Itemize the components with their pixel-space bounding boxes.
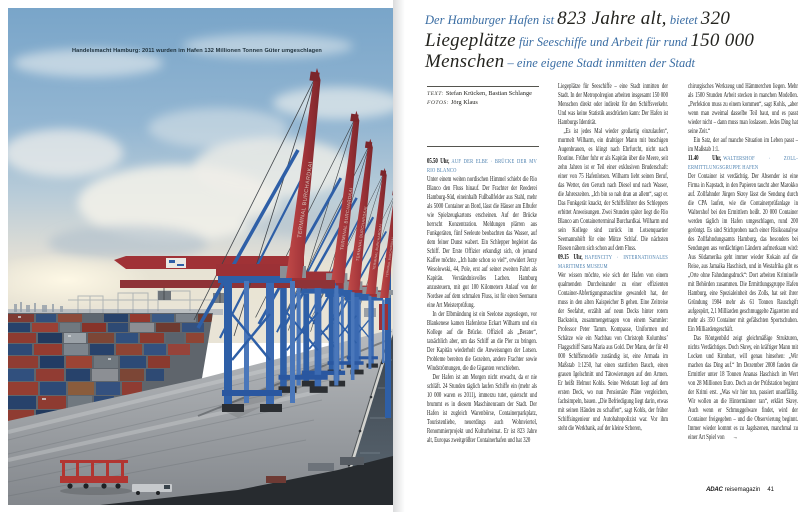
magazine-name: reisemagazin [724, 487, 761, 493]
headline-segment: – eine eigene Stadt inmitten der Stadt [504, 56, 696, 70]
section-location: WALTERSHOF · ZOLL-ERMITTLUNGSGRUPPE HAFEN [688, 155, 798, 171]
left-page-photo [8, 8, 393, 505]
headline-segment: Menschen [425, 51, 505, 72]
section-header-3 [688, 154, 798, 172]
photo-caption: Handelsmacht Hamburg: 2011 wurden im Hafen 132 Millionen Tonnen Güter umgeschlagen [72, 48, 322, 54]
paragraph: Wer wissen möchte, wie sich der Hafen von einem qualmenden Durcheinander zu einer effizienten Container-Abfertigungsmaschine gewandelt hat, der muss in den alten Kaispeicher B gehen. Eine Zeitreise der Seefahrt, erzählt auf neun Decks hinter rotem Backstein, zusammengetragen von einem Sammler: Professor Peter Tamm. Kompasse, Uniformen und Schätze wie ein Nachbau von Christoph Kolumbus’ Flaggschiff Santa Maria aus Gold. Der Mann, der für 40 000 Schiffsmodelle zuständig ist, eine Armada im Maßstab 1:1250, hat einen stattlichen Bauch, einen grauen Igelschnitt und Tätowierungen auf den Armen. Er heißt Helmut Kohls. Seine Werkstatt liegt auf dem ersten Deck, wo nun Pensionäre Pläne vergleichen, fachsimpeln, bauen. „Die Befriedigung liegt darin, etwas mit seinen Händen zu schaffen“, sagt Kohls, der früher Schiffsingenieur und Autobahnpolizist war. Vor ihm steht die Werkbank, auf der kleine Scheren, [558, 271, 668, 432]
paragraph: Liegeplätze für Seeschiffe – eine Stadt inmitten der Stadt. In der Metropolregion arbeiten insgesamt 150 000 Menschen direkt oder indirekt für den Schiffsverkehr. Und was keine Statistik ausdrücken kann: Der Hafen ist Hamburgs Identität. [558, 82, 668, 126]
article-column-3 [688, 82, 798, 507]
headline-segment: 320 [700, 8, 731, 29]
headline-segment: 823 Jahre alt, [557, 8, 667, 29]
paragraph: Das Röntgenbild zeigt gleichmäßige Strukturen, nichts Verdächtiges. Doch Skrey, ein kräftiger Mann mit Locken und Kinnbart, will genau hinsehen: „Wir machen das Ding auf.“ Im Dezember 2008 fanden die Ermittler unter 18 Tonnen Ananas Haschisch im Wert von 28 Millionen Euro. Doch an der Prüfstation beginnt der Krimi erst. „Was wir hier tun, passiert unauffällig. Wir wollen an die Hintermänner ran“, erklärt Skrey. Auch wenn er Schmuggelware findet, wird der Container freigegeben – und die Observierung beginnt. Immer wieder kommt es zu Jagdszenen, manchmal zu einer Art Spiel von [688, 334, 798, 441]
magazine-brand: ADAC [706, 487, 723, 493]
byline [427, 86, 539, 107]
headline-segment: Liegeplätze [425, 29, 516, 51]
article-column-2 [558, 82, 668, 507]
article-column-1 [427, 157, 537, 507]
page-gutter [393, 0, 409, 512]
section-location: HAFENCITY · INTERNATIONALES MARITIMES MUSEUM [558, 254, 668, 270]
headline-line-2 [425, 31, 797, 53]
byline-fotos-label: FOTOS: [427, 99, 449, 106]
paragraph: Der Hafen ist am Morgen nicht erwacht, da er nie schläft. 24 Stunden täglich laufen Schiffe ein (mehr als 10 000 waren es 2011), immerzu tutet, quietscht und brummt es in diesem Maschinenraum der Stadt. Der Hafen ist zugleich Warenbörse, Containerparkplatz, Touristenliebe, neuerdings auch Wohnviertel, Renommierprojekt und Kulturheimat. Er ist 823 Jahre alt, Europas zweitgrößter Containerhafen und hat 320 [427, 373, 537, 444]
section-location: AUF DER ELBE · BRÜCKE DER MV RIO BLANCO [427, 158, 537, 174]
harbor-photo-illustration [8, 8, 393, 505]
paragraph: Der Container ist verdächtig. Der Absender ist eine Firma in Kapstadt, in den Papieren taucht aber Marokko auf. Zollfahnder Jürgen Skrey lässt die Sendung durch die CPA laufen, wie die Containerprüfanlage in Waltershof bei den Ermittlern heißt. 20 000 Container werden täglich im Hafen umgeschlagen, rund 200 geröntgt. Es sind Stichproben nach einer Risikoanalyse des Zollfahndungsamts Hamburg, das besonders bei Sendungen aus verdächtigen Ländern aufmerksam wird: Aus Südamerika geht immer wieder Kokain auf die Reise, aus Jamaika Haschisch, und in Westafrika gibt es „Orte ohne Fahndungsdruck“: Dort arbeiten Kriminelle mit Behörden zusammen. Die Ermittlungsgruppe Hafen Hamburg, eine Spezialeinheit des Zolls, hat seit ihrer Gründung 1984 mehr als 61 Tonnen Rauschgift aufgespürt, 2,1 Milliarden geschmuggelte Zigaretten und mehr als 350 Container mit gefälschten Sportschuhen. Ein Milliardengeschäft. [688, 172, 798, 333]
paragraph-with-continuation [688, 334, 798, 442]
headline-segment: bietet [666, 13, 701, 27]
section-time: 09.15 Uhr, [558, 253, 583, 261]
headline-line-1 [425, 9, 797, 31]
section-header-1 [427, 157, 537, 175]
section-header-2 [558, 253, 668, 271]
section-time: 11.40 Uhr, [688, 154, 722, 162]
paragraph: In der Elbmündung ist ein Seelotse zugestiegen, vor Blankenese kamen Hafenlotse Eckart Wilharm und ein Kollege auf die Brücke. Offiziell als „Berater“, tatsächlich aber, um das Schiff an die Pier zu bringen. Der Kapitän wiederholt die Anweisungen der Lotsen. Probleme bereiten die Gezeiten, andere Frachter sowie Windströmungen, die die Giganten verschieben. [427, 310, 537, 372]
page-footer [0, 487, 774, 493]
paragraph: Ein Satz, der auf manche Situation im Leben passt – im Maßstab 1:1. [688, 136, 798, 153]
column-rule [427, 146, 539, 147]
section-time: 05.50 Uhr, [427, 157, 450, 165]
byline-text-names: Stefan Krücken, Bastian Schlange [445, 90, 532, 97]
paragraph: chirurgisches Werkzeug und Hämmerchen liegen. Mehr als 1500 Stunden Arbeit stecken in manchen Modellen. „Perfektion muss zu einem kommen“, sagt Kohls, „aber wenn man zweimal dasselbe Teil baut, und es passt wieder nicht – dann muss man loslassen. Jedes Ding hat seine Zeit.“ [688, 82, 798, 135]
page-number: 41 [767, 487, 774, 493]
arrow-right-icon: → [732, 433, 738, 441]
byline-text-label: TEXT: [427, 91, 444, 97]
headline-line-3 [425, 52, 797, 74]
headline-segment: 150 000 [690, 29, 755, 51]
paragraph: Unter einem weiten nordischen Himmel schiebt die Rio Blanco den Fluss hinauf. Der Frachter der Reederei Hamburg-Süd, eineinhalb Fußballfelder aus Stahl, mehr als 5000 Container an Bord, lässt die Häuser am Elbufer wie Spielzeugkartons erscheinen. Auf der Brücke herrscht Konzentration. Meldungen plärren aus Funkgeräten, fünf Seeleute beobachten das Wasser, auf dem feiner Dunst wabert. Ein Schlepper begleitet das Schiff. Der Erste Offizier erkundigt sich, ob jemand Kaffee möchte. „Ich hatte schon so viel“, erwidert Jerzy Wesolowski, 44, Pole, erst auf seiner zweiten Fahrt als Kapitän. Verständnisvolles Lachen. Hamburg anzusteuern, mit gut 100 Kilometern Anlauf von der Nordsee auf dem schmalen Fluss, ist für einen Seemann eine Art Meisterprüfung. [427, 175, 537, 309]
paragraph: „Es ist jedes Mal wieder großartig einzulaufen“, murmelt Wilharm, ein drahtiger Mann mit buschigen Augenbrauen, es klingt nach Ehrfurcht, nicht nach Routine. Früher fuhr er als Kapitän über die Meere, seit zehn Jahren ist er Teil einer exklusiven Bruderschaft: einer von 75 Hafenlotsen. Wilharm liebt seinen Beruf, das Wetter, den Geruch nach Diesel und nach Wasser, die Jahreszeiten. „Ich bin so nah dran an allem“, sagt er. Das Funkgerät knackt, der Schiffsführer des Schleppers erbittet Anweisungen. Zwei Stunden später liegt die Rio Blanco am Containerterminal Burchardkai. Wilharm und sein Kollege sind zurück im Lotsenquartier Seemannshöft für eine Mütze Schlaf. Die nächsten Riesen nähern sich schon auf dem Fluss. [558, 127, 668, 252]
article-headline [425, 9, 797, 74]
headline-segment: für Seeschiffe und Arbeit für rund [515, 34, 691, 49]
byline-fotos-names: Jörg Klaus [450, 98, 478, 106]
headline-segment: Der Hamburger Hafen ist [425, 13, 558, 27]
spreader [158, 291, 171, 300]
